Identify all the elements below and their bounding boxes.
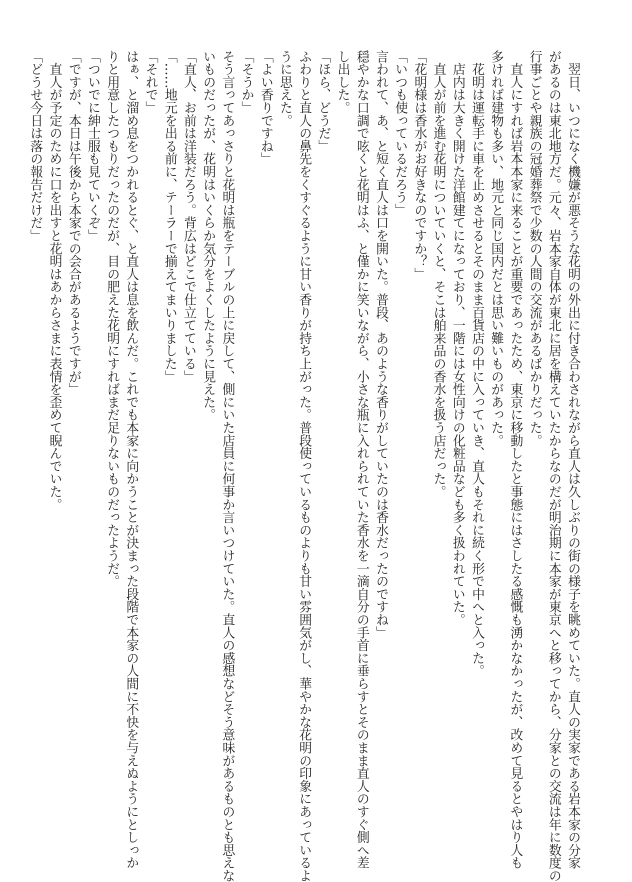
text-line: 「そうか」: [238, 50, 254, 114]
text-line: 「どうせ今日は落の報告だけだ」: [27, 50, 43, 242]
text-line: 多ければ建物も多い、地元と同じ国内だとは思い難いものがあった。: [488, 50, 504, 447]
text-line: 「直人、お前は洋装だろう。背広はどこで仕立てている」: [180, 50, 196, 383]
text-line: 花明は運転手に車を止めさせるとそのまま百貨店の中に入っていき、直人もそれに続く形で中へと入った。: [468, 62, 484, 678]
text-line: 直人が前を進む花明についていくと、そこは舶来品の香水を扱う店だった。: [430, 62, 446, 499]
text-line: 「それで」: [142, 50, 158, 114]
text-line: 行事ごとや親族の冠婚葬祭で少数の人間の交流があるばかりだった。: [526, 50, 542, 447]
text-line: 店内は大きく開けた洋館建てになっており、一階には女性向けの化粧品なども多く扱われていた。: [449, 62, 465, 627]
text-line: 「ほら、どうだ」: [315, 50, 331, 153]
text-line: し出した。: [334, 50, 350, 114]
text-line: 「ですが、本日は午後から本家での会合があるようですが」: [65, 50, 81, 396]
text-line: 「……地元を出る前に、テーラーで揃えてまいりました」: [161, 50, 177, 383]
text-line: 「ついでに紳士服も見ていくぞ」: [84, 50, 100, 242]
text-line: そう言ってあっさりと花明は瓶をテーブルの上に戻して、側にいた店員に何事か言いつけていた。直人の感想などそう意味があるものとも思えな: [219, 50, 235, 882]
text-line: うに思えた。: [276, 50, 292, 127]
text-line: はぁ、と溜め息をつかれるとぐ、と直人は息を飲んだ。これでも本家に向かうことが決まった段階で本家の人間に不快を与えぬようにとしっか: [123, 50, 139, 870]
text-line: 言われて、あ、と短く直人は口を開いた。普段、あのような香りがしていたのは香水だったのですね」: [372, 50, 388, 639]
text-line: 「よい香りですね」: [257, 50, 273, 166]
text-line: があるのは東北地方だ。元々、岩本家自体が東北に居を構えていたからなのだが明治期に本家が東京へと移ってから、分家との交流は年に数度の: [545, 50, 561, 882]
text-line: 「花明様は香水がお好きなのですか？」: [411, 50, 427, 281]
text-line: 穏やかな口調で呟くと花明はふ、と僅かに笑いながら、小さな瓶に入れられていた香水を一滴自分の手首に垂らすとそのまま直人のすぐ側へ差: [353, 50, 369, 870]
text-line: ふわりと直人の鼻先をくすぐるように甘い香りが持ち上がった。普段使っているものよりも甘い雰囲気がし、華やかな花明の印象にあっているよ: [296, 50, 312, 882]
text-line: 直人にすれば岩本本家に来ることが重要であったため、東京に移動したと事態にはさしたる感慨も湧かなかったが、改めて見るとやはり人も: [507, 62, 523, 870]
text-line: いものだったが、花明はいくらか気分をよくしたように見えた。: [200, 50, 216, 422]
text-line: りと用意したつもりだったのだが、目の肥えた花明にすればまだ足りないものだったようだ。: [104, 50, 120, 588]
text-line: 翌日、いつになく機嫌が悪そうな花明の外出に付き合わされながら直人は久しぶりの街の様子を眺めていた。直人の実家である岩本家の分家: [565, 62, 580, 870]
vertical-text-block: [27, 50, 582, 882]
text-line: 直人が予定のために口を出すと花明はあからさまに表情を歪めて睨んでいた。: [46, 62, 62, 511]
text-line: 「いつも使っているだろう」: [392, 50, 408, 217]
